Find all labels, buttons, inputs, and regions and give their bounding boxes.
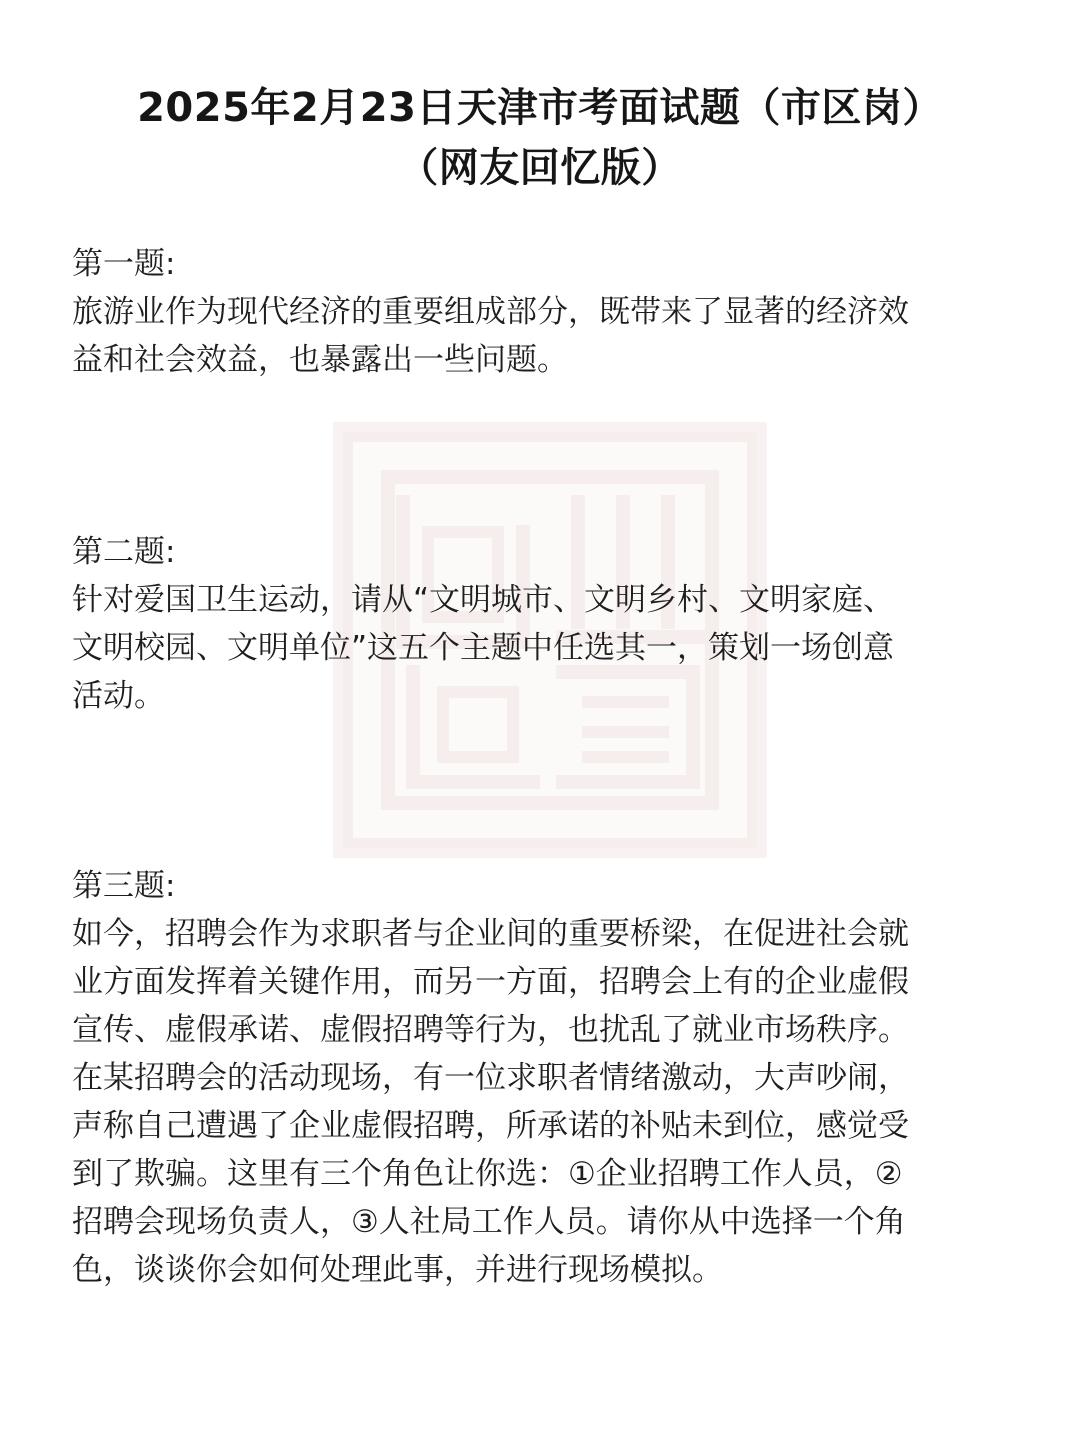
question-1-body: 旅游业作为现代经济的重要组成部分，既带来了显著的经济效 益和社会效益，也暴露出一些问题。 (72, 294, 909, 378)
question-3-body: 如今，招聘会作为求职者与企业间的重要桥梁，在促进社会就 业方面发挥着关键作用，而另一方面，招聘会上有的企业虚假 宣传、虚假承诺、虚假招聘等行为，也扰乱了就业市场秩序。 在某招聘会的活动现场，有一位求职者情绪激动，大声吵闹， 声称自己遭遇了企业虚假招聘，所承诺的补贴未到位，感觉受 到了欺骗。这里有三个角色让你选：①企业招聘工作人员，② 招聘会现场负责人，③人社局工作人员。请你从中选择一个角 色，谈谈你会如何处理此事，并进行现场模拟。 (72, 916, 909, 1288)
page-title-block (0, 78, 1080, 198)
question-3 (72, 862, 1012, 1294)
question-2 (72, 528, 1012, 720)
page-subtitle: （网友回忆版） (398, 145, 682, 191)
question-2-label: 第二题: (72, 534, 176, 570)
page-title: 2025年2月23日天津市考面试题（市区岗） (137, 85, 943, 131)
question-1-label: 第一题: (72, 246, 176, 282)
question-1 (72, 240, 1012, 384)
question-2-body: 针对爱国卫生运动，请从“文明城市、文明乡村、文明家庭、 文明校园、文明单位”这五个主题中任选其一，策划一场创意 活动。 (72, 582, 895, 714)
question-3-label: 第三题: (72, 868, 176, 904)
